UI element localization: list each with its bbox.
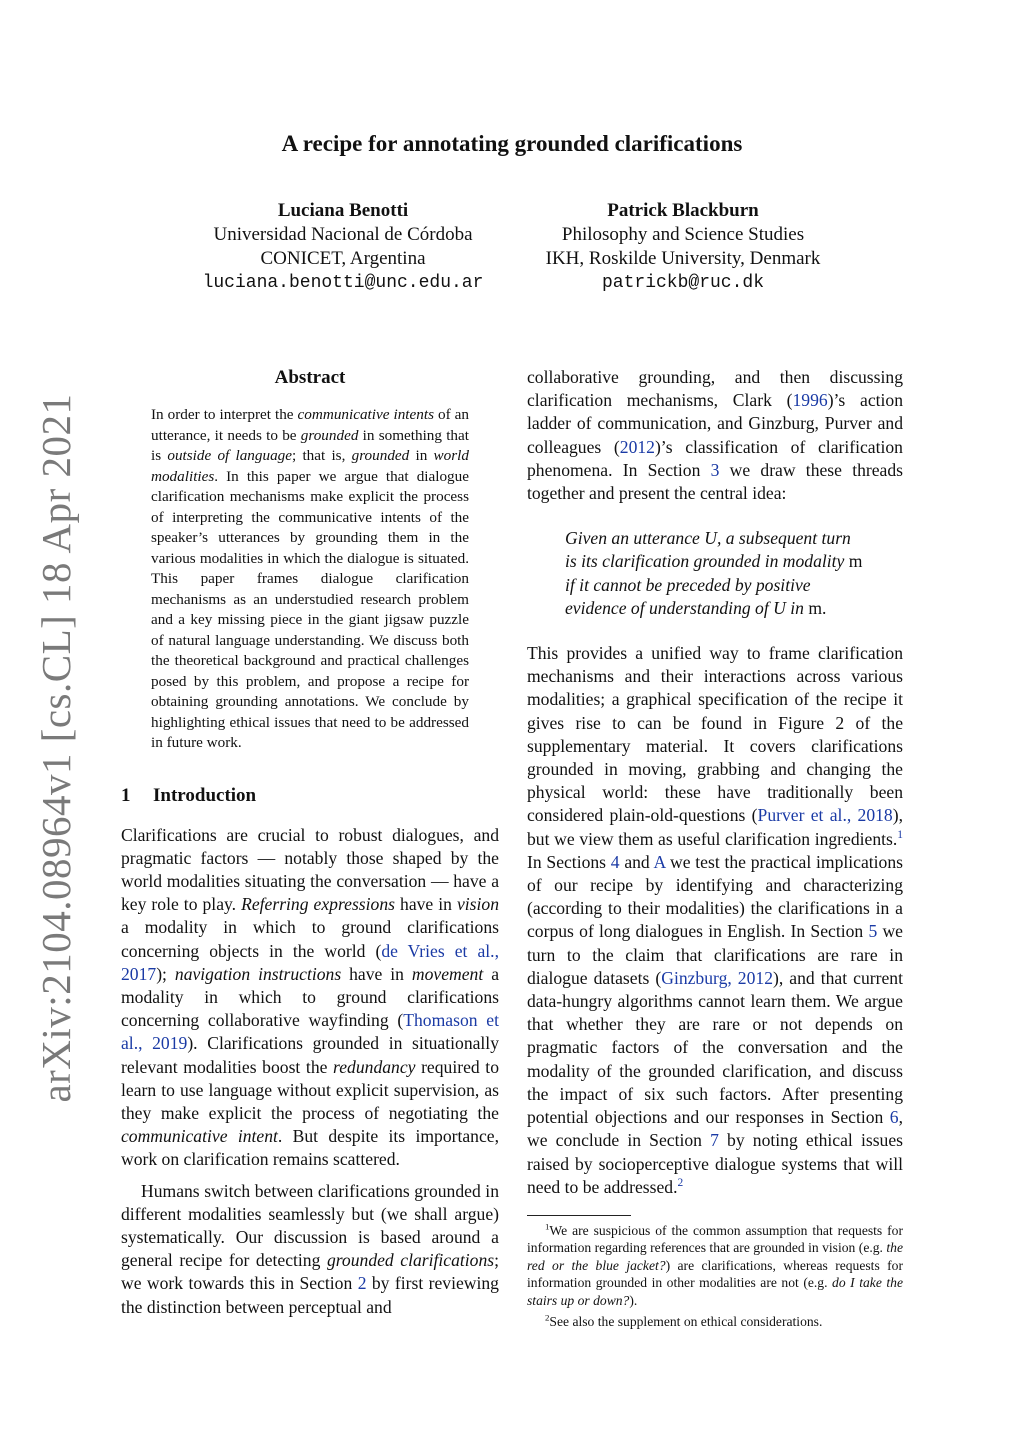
author-name: Patrick Blackburn [607,200,759,221]
right-column [527,366,903,1331]
author-block-2 [530,199,836,295]
section-title: Introduction [153,784,257,806]
right-paragraph-1: collaborative grounding, and then discussing clarification mechanisms, Clark (1996)’s action ladder of communication, and Ginzburg, Purver and colleagues (2012)’s classification of clarification phenomena. In Section 3 we draw these threads together and present the central idea: [527,367,903,504]
intro-paragraph-2: Humans switch between clarifications grounded in different modalities seamlessly but (we shall argue) systematically. Our discussion is based around a general recipe for detecting grounded clarifications; we work towards this in Section 2 by first reviewing the distinction between perceptual and [121,1180,499,1317]
footnote-divider [527,1215,631,1216]
citation-link[interactable]: Thomason et al., 2019 [121,1010,499,1054]
citation-link[interactable]: 2012 [619,436,655,457]
paper-title: A recipe for annotating grounded clarifications [281,131,743,156]
footnote-mark: 2 [545,1312,550,1323]
section-number: 1 [121,784,131,806]
author-email[interactable]: luciana.benotti@unc.edu.ar [202,273,484,293]
footnote-ref[interactable]: 2 [677,1176,684,1189]
central-idea-quote: Given an utterance U, a subsequent turn is its clarification grounded in modality m if it cannot be preceded by positive evidence of understanding of U in m. [565,528,863,618]
citation-link[interactable]: Ginzburg, 2012 [661,967,773,988]
footnote-ref[interactable]: 1 [897,828,903,841]
right-paragraph-2: This provides a unified way to frame clarification mechanisms and their interactions across various modalities; a graphical specification of the recipe it gives rise to can be found in Figure 2 of the supplementary material. It covers clarifications grounded in moving, grabbing and changing the physical world: these have traditionally been considered plain-old-questions (Purver et al., 2018), but we view them as useful clarification ingredients.$^1$ In Sections 4 and A we test the practical implications of our recipe by identifying and characterizing (according to their modalities) the clarifications in a corpus of long dialogues in English. In Section 5 we turn to the claim that clarifications are rare in dialogue datasets (Ginzburg, 2012), and that current data-hungry algorithms cannot learn them. We argue that whether they are rare or not depends on pragmatic factors of the conversation and the modality of the grounded clarification, and discuss the impact of six such factors. After presenting potential objections and our responses in Section 6, we conclude in Section 7 by noting ethical issues raised by socioperceptive dialogue systems that will need to be addressed.$^2$ [527,643,903,1197]
left-column [121,366,499,1319]
abstract-text: In order to interpret the communicative intents of an utterance, it needs to be grounded in something that is outside of language; that is, grounded in world modalities. In this paper we argue that dialogue clarification mechanisms make explicit the process of interpreting the communicative intents of the speaker’s utterances by grounding them in the various modalities in which the dialogue is situated. This paper frames dialogue clarification mechanisms as an understudied research problem and a key missing piece in the giant jigsaw puzzle of natural language understanding. We discuss both the theoretical background and practical challenges posed by this problem, and propose a recipe for obtaining grounding annotations. We conclude by highlighting ethical issues that need to be addressed in future work. [151,406,469,751]
citation-link[interactable]: 1996 [792,390,828,411]
footnote-mark: 1 [545,1221,550,1232]
section-link[interactable]: 3 [710,459,720,480]
author-affiliation: Philosophy and Science Studies [561,224,805,245]
citation-link[interactable]: de Vries et al., 2017 [121,940,499,984]
author-email[interactable]: patrickb@ruc.dk [601,273,765,293]
author-name: Luciana Benotti [277,200,409,221]
footnote-2: $^2$See also the supplement on ethical considerations. [545,1312,823,1330]
citation-link[interactable]: Purver et al., 2018 [757,805,893,826]
section-link[interactable]: 2 [357,1273,367,1294]
section-link[interactable]: 5 [868,921,878,942]
abstract-heading: Abstract [274,367,346,388]
author-affiliation: IKH, Roskilde University, Denmark [545,248,821,269]
author-affiliation: Universidad Nacional de Córdoba [213,224,473,245]
author-block-1 [170,199,516,295]
intro-paragraph-1: Clarifications are crucial to robust dialogues, and pragmatic factors — notably those shaped by the world modalities situating the conversation — have a key role to play. Referring expressions have in vision a modality in which to ground clarifications concerning objects in the world (de Vries et al., 2017); navigation instructions have in movement a modality in which to ground clarifications concerning collaborative wayfinding (Thomason et al., 2019). Clarifications grounded in situationally relevant modalities boost the redundancy required to learn to use language without explicit supervision, as they make explicit the process of negotiating the communicative intent. But despite its importance, work on clarification remains scattered. [121,824,500,1170]
section-heading-introduction [121,784,499,808]
footnote-1: $^1$We are suspicious of the common assumption that requests for information regarding references that are grounded in vision (e.g. the red or the blue jacket?) are clarifications, whereas requests for information grounded in other modalities are not (e.g. do I take the stairs up or down?). [527,1221,903,1308]
section-link[interactable]: 7 [710,1130,719,1151]
author-affiliation: CONICET, Argentina [260,248,426,269]
arxiv-side-label: arXiv:2104.08964v1 [cs.CL] 18 Apr 2021 [33,393,79,1103]
section-link[interactable]: 6 [889,1107,899,1128]
section-link[interactable]: A [653,851,666,872]
section-link[interactable]: 4 [610,851,620,872]
